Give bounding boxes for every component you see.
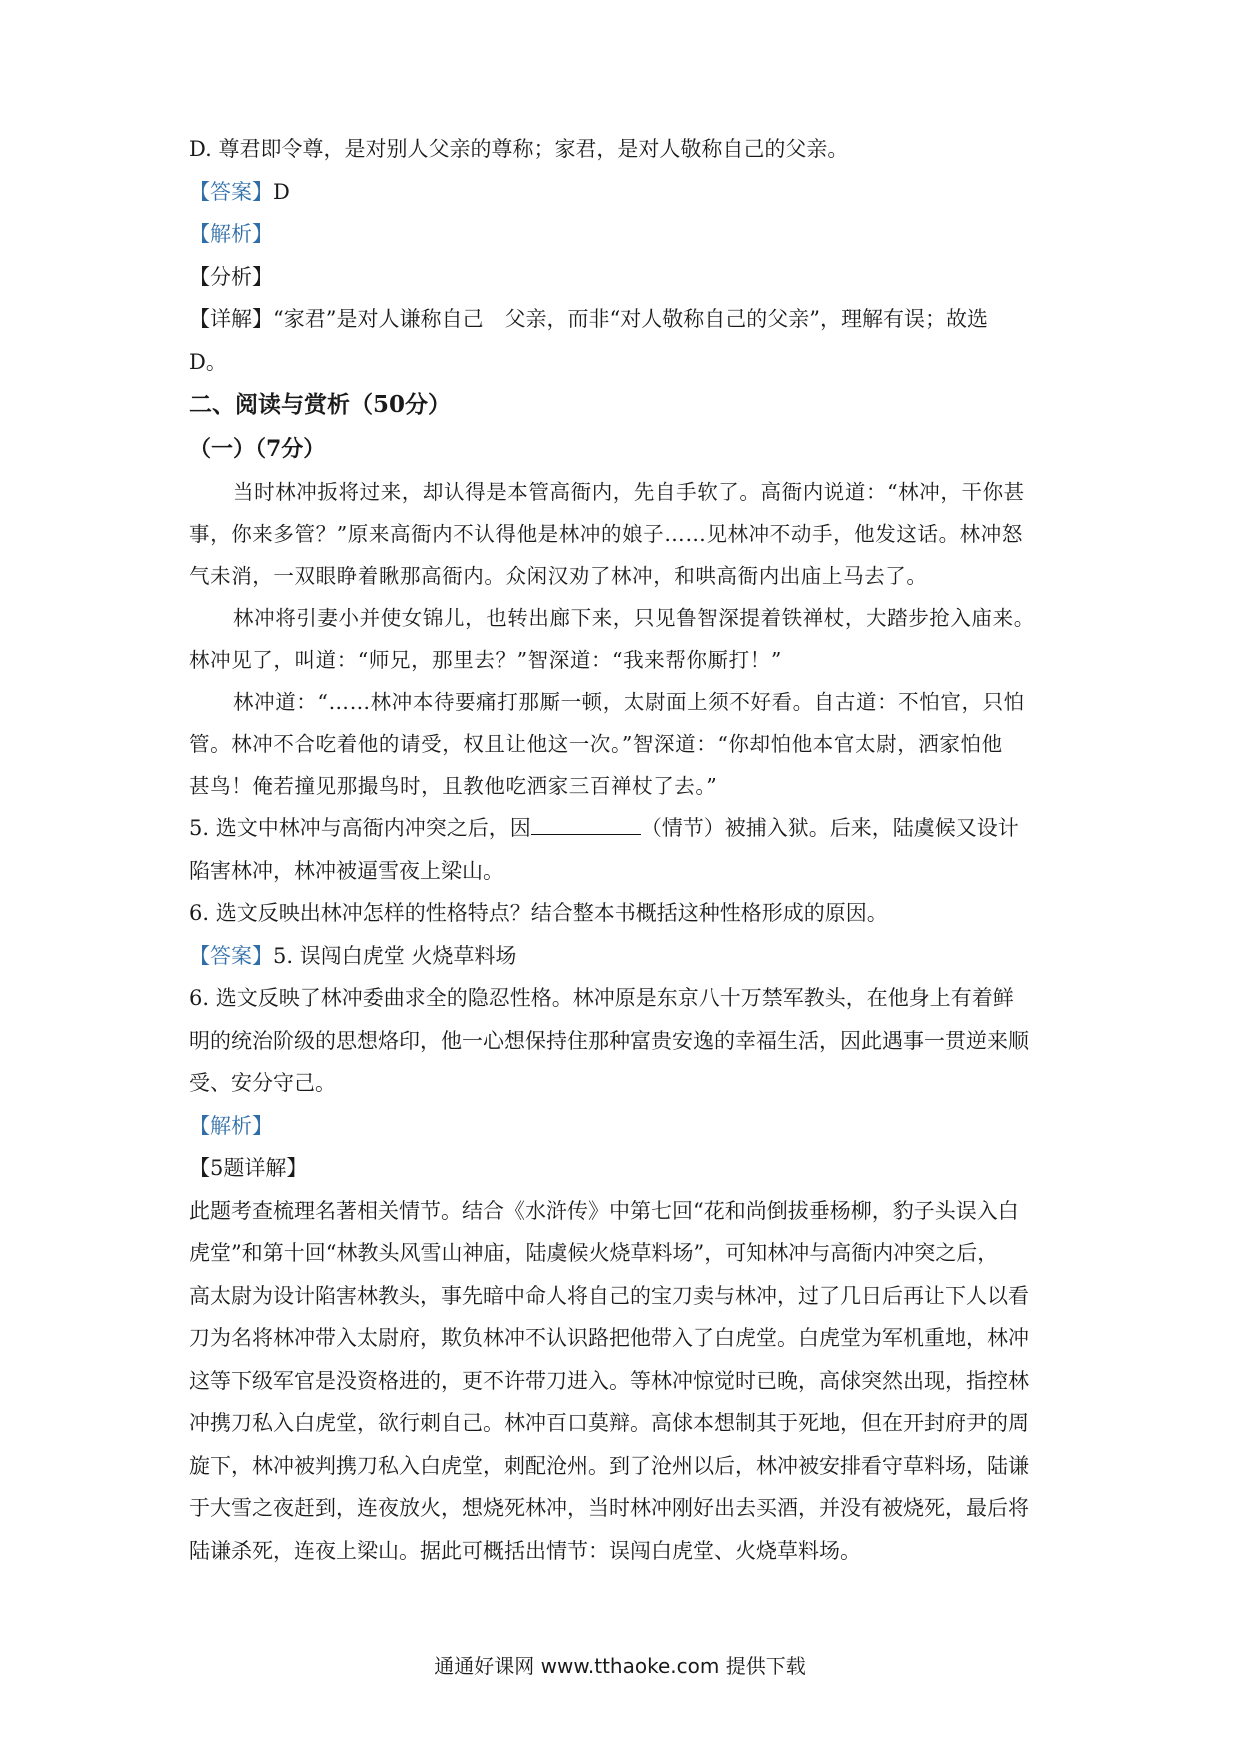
passage-line: 林冲将引妻小并使女锦儿，也转出廊下来，只见鲁智深提着铁禅杖，大踏步抢入庙来。: [233, 606, 1035, 630]
detail-text: “家君”是对人谦称自己 父亲，而非“对人敬称自己的父亲”，理解有误；故选: [273, 307, 988, 331]
q5-detail-line: 虎堂”和第十回“林教头风雪山神庙，陆虞候火烧草料场”，可知林冲与高衙内冲突之后，: [189, 1241, 999, 1265]
answer-5: 5. 误闯白虎堂 火烧草料场: [273, 943, 517, 968]
answer-6-line: 6. 选文反映了林冲委曲求全的隐忍性格。林冲原是东京八十万禁军教头，在他身上有着鲜: [189, 986, 1014, 1010]
q5-detail-line: 这等下级军官是没资格进的，更不许带刀进入。等林冲惊觉时已晚，高俅突然出现，指控林: [189, 1368, 1029, 1393]
question-5: [189, 807, 1059, 850]
answer-value: D: [273, 179, 290, 204]
passage-line: 林冲见了，叫道：“师兄，那里去？”智深道：“我来帮你厮打！”: [189, 648, 782, 672]
fill-blank: [531, 816, 641, 835]
passage-line: 气未消，一双眼睁着瞅那高衙内。众闲汉劝了林冲，和哄高衙内出庙上马去了。: [189, 564, 928, 588]
q5-detail-line: 此题考查梳理名著相关情节。结合《水浒传》中第七回“花和尚倒拔垂杨柳，豹子头误入白: [189, 1198, 1019, 1223]
passage-line: 林冲道：“……林冲本待要痛打那厮一顿，太尉面上须不好看。自古道：不怕官，只怕: [233, 690, 1025, 714]
question-6: 6. 选文反映出林冲怎样的性格特点？结合整本书概括这种性格形成的原因。: [189, 901, 888, 925]
q5-detail-line: 冲携刀私入白虎堂，欲行刺自己。林冲百口莫辩。高俅本想制其于死地，但在开封府尹的周: [189, 1411, 1029, 1435]
analysis-label-2: 【解析】: [189, 1113, 273, 1138]
analysis-label: 【解析】: [189, 222, 273, 246]
passage-line: 管。林冲不合吃着他的请受，权且让他这一次。”智深道：“你却怕他本官太尉，洒家怕他: [189, 732, 1003, 756]
q5-detail-label: 【5题详解】: [189, 1156, 308, 1180]
answer-label: 【答案】: [189, 179, 273, 204]
answer-6-line: 受、安分守己。: [189, 1071, 336, 1095]
q5-detail-line: 高太尉为设计陷害林教头，事先暗中命人将自己的宝刀卖与林冲，过了几日后再让下人以看: [189, 1283, 1029, 1308]
detail-label: 【详解】: [189, 307, 273, 331]
option-d: D. 尊君即令尊，是对别人父亲的尊称；家君，是对人敬称自己的父亲。: [189, 137, 849, 161]
q5-detail-line: 旋下，林冲被判携刀私入白虎堂，刺配沧州。到了沧州以后，林冲被安排看守草料场，陆谦: [189, 1453, 1029, 1478]
q5-detail-line: 刀为名将林冲带入太尉府，欺负林冲不认识路把他带入了白虎堂。白虎堂为军机重地，林冲: [189, 1326, 1029, 1350]
fenxi-label: 【分析】: [189, 264, 273, 289]
question-5-text-2: （情节）被捕入狱。后来，陆虞候又设计: [640, 816, 1019, 840]
question-5-line-2: 陷害林冲，林冲被逼雪夜上梁山。: [189, 858, 504, 883]
section-heading: 二、阅读与赏析（50分）: [189, 391, 452, 418]
sub-heading: （一）（7分）: [189, 436, 326, 462]
q5-detail-line: 陆谦杀死，连夜上梁山。据此可概括出情节：误闯白虎堂、火烧草料场。: [189, 1538, 861, 1563]
detail-line: [189, 298, 1059, 341]
question-5-text: 5. 选文中林冲与高衙内冲突之后，因: [189, 816, 531, 840]
answer-6-line: 明的统治阶级的思想烙印，他一心想保持住那种富贵安逸的幸福生活，因此遇事一贯逆来顺: [189, 1028, 1029, 1053]
answer-5-line: [189, 935, 1059, 978]
passage-line: 当时林冲扳将过来，却认得是本管高衙内，先自手软了。高衙内说道：“林冲，干你甚: [233, 480, 1025, 504]
passage-line: 事，你来多管？”原来高衙内不认得他是林冲的娘子……见林冲不动手，他发这话。林冲怒: [189, 522, 1023, 546]
detail-line-2: D。: [189, 349, 227, 374]
q5-detail-line: 于大雪之夜赶到，连夜放火，想烧死林冲，当时林冲刚好出去买酒，并没有被烧死，最后将: [189, 1496, 1029, 1520]
document-body: [189, 128, 1059, 1572]
answer-label: 【答案】: [189, 943, 273, 968]
page-footer: 通通好课网 www.tthaoke.com 提供下载: [434, 1654, 806, 1678]
answer-line: [189, 171, 1059, 214]
passage-line: 甚鸟！俺若撞见那撮鸟时，且教他吃洒家三百禅杖了去。”: [189, 774, 718, 798]
